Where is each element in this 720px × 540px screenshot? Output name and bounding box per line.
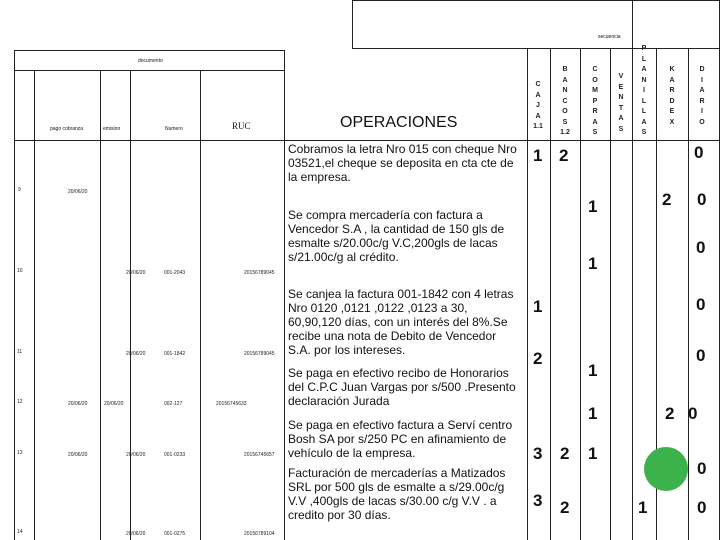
ruc-label: RUC [232,121,251,131]
mark-r14-diario: 0 [697,498,707,517]
mark-r13-caja: 3 [533,444,543,463]
row-12-emision: 20/06/20 [104,401,124,407]
mark-r9-diario: 0 [694,143,704,162]
caja-column-header: C A J A 1.1 [533,81,543,130]
row-10-seq: 10 [17,268,23,274]
row-10-ruc: 20156789045 [244,270,275,276]
mark-r14-bancos: 2 [560,498,570,517]
row-14-emision: 20/06/20 [126,531,146,537]
col-div-bancos [550,48,551,540]
row-14-seq: 14 [17,529,23,535]
mark-r13-diario: 0 [697,459,707,478]
operation-text-11: Se canjea la factura 001-1842 con 4 letras Nro 0120 ,0121 ,0122 ,0123 a 30, 60,90,120 días, con un interés del 8%.Se recibe una nota de Debito de Vencedor S.A. por los intereses. [288,287,514,357]
mark-r10a-kardex: 2 [662,190,672,209]
diario-column-header: D I A R I O [699,66,705,126]
numero-label: Numero [165,126,183,132]
operation-text-12: Se paga en efectivo recibo de Honorarios del C.P.C Juan Vargas por s/500 .Presento declaración Jurada [288,366,516,408]
bancos-column-header: B A N C O S 1.2 [560,66,570,136]
mark-r10b-compras: 1 [588,254,598,273]
mark-r9-caja: 1 [533,146,543,165]
operation-text-14: Facturación de mercaderías a Matizados SRL por 500 gls de esmalte a s/29.00c/g V.V ,400gls de lacas s/30.00 c/g V.V . a credito por 30 días. [288,466,506,522]
operaciones-label: OPERACIONES [340,114,458,131]
row-10-numero: 001-2043 [164,270,186,276]
mark-r14-caja: 3 [533,491,543,510]
row-13-emision: 20/06/20 [126,452,146,458]
row-11-seq: 11 [17,349,23,355]
row-11-numero: 001-1842 [164,351,186,357]
planillas-column-header: P L A N I L L A S [641,45,647,136]
col-div-emision [100,70,101,540]
mark-r10a-diario: 0 [697,190,707,209]
emision-label: emision [103,126,121,132]
row-9-pago: 20/06/20 [68,189,88,195]
mark-r10b-diario: 0 [696,238,706,257]
kardex-column-header: K A R D E X [669,66,675,126]
documento-label: documento [138,58,163,64]
mark-r13-bancos: 2 [560,444,570,463]
operation-text-10: Se compra mercadería con factura a Vencedor S.A , la cantidad de 150 gls de esmalte s/20.00c/g V.C,200gls de lacas s/21.00c/g al crédito. [288,208,505,264]
documento-line [14,50,284,51]
row-13-pago: 20/06/20 [68,452,88,458]
mark-r11-caja: 1 [533,297,543,316]
mark-r12b-diario: 0 [688,404,698,423]
row-12-ruc: 20156745633 [216,401,247,407]
col-div-diario [688,48,689,540]
col-div-oper [284,50,285,540]
secuencia-underline [352,48,720,49]
outer-left-border [14,50,15,540]
mark-r13-compras: 1 [588,444,598,463]
col-div-compras [580,48,581,540]
mark-r12-diario: 0 [696,346,706,365]
secuencia-label: secuencia [598,34,621,40]
header-top-line [352,0,720,1]
header-bottom-line [14,140,720,141]
mark-r14-planillas: 1 [638,498,648,517]
mark-r12b-kardex: 2 [665,404,675,423]
ventas-column-header: V E N T A S [618,73,624,133]
row-14-ruc: 20156789104 [244,531,275,537]
row-11-ruc: 20156789045 [244,351,275,357]
mark-r12b-compras: 1 [588,404,598,423]
row-9-seq: 9 [18,187,21,193]
row-14-numero: 001-0275 [164,531,186,537]
mark-r10a-compras: 1 [588,197,598,216]
row-12-numero: 002-127 [164,401,183,407]
row-13-numero: 001-0233 [164,452,186,458]
col-div-ventas [610,48,611,540]
col-div-planillas [632,0,633,540]
col-div-numero [130,70,131,540]
mark-r9-bancos: 2 [559,146,569,165]
row-10-emision: 20/06/20 [126,270,146,276]
row-13-ruc: 20156745657 [244,452,275,458]
row-11-emision: 20/06/20 [126,351,146,357]
pago-cobranza-label: pago cobranza [50,126,84,132]
row-12-seq: 12 [17,399,23,405]
green-circle-decoration [644,447,688,491]
operation-text-9: Cobramos la letra Nro 015 con cheque Nro 03521,el cheque se deposita en cta cte de la empresa. [288,142,517,184]
mark-r12-compras: 1 [588,361,598,380]
mark-r11-diario: 0 [696,295,706,314]
compras-column-header: C O M P R A S [592,66,598,136]
row-13-seq: 13 [17,450,23,456]
secuencia-line [352,0,353,48]
mark-r12-caja: 2 [533,349,543,368]
col-div-ruc [200,70,201,540]
col-div-pago [34,70,35,540]
row-12-pago: 20/06/20 [68,401,88,407]
col-div-caja [527,48,528,540]
operation-text-13: Se paga en efectivo factura a Serví centro Bosh SA por s/250 PC en afinamiento de vehículo de la empresa. [288,418,513,460]
documento-underline [14,70,284,71]
